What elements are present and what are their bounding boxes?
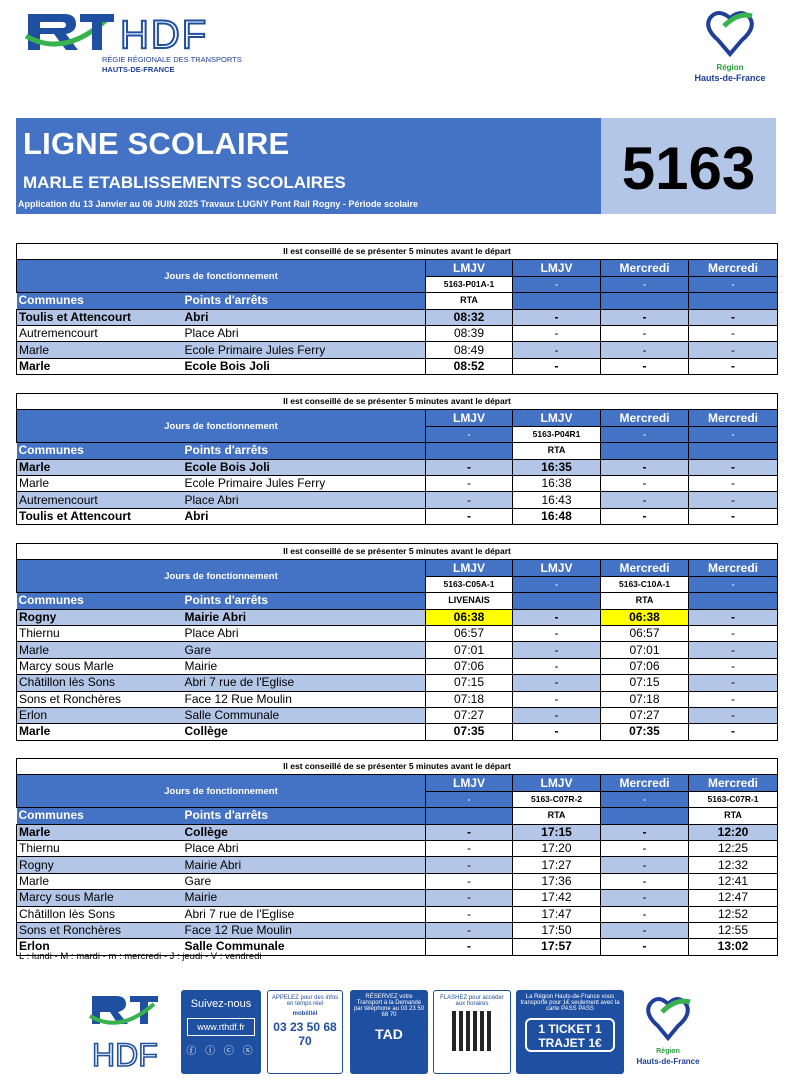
stop-cell: Mairie Abri bbox=[183, 857, 426, 873]
communes-header: Communes bbox=[17, 593, 183, 609]
stop-cell: Collège bbox=[183, 724, 426, 740]
service-code: - bbox=[689, 576, 778, 592]
table-row bbox=[17, 342, 778, 358]
time-cell: 06:57 bbox=[426, 625, 513, 641]
time-cell: 17:27 bbox=[513, 857, 601, 873]
operator-tag bbox=[513, 293, 601, 309]
service-code: - bbox=[601, 426, 689, 442]
commune-cell: Rogny bbox=[17, 609, 183, 625]
table-row bbox=[17, 492, 778, 508]
ticket-badge: 1 TICKET 1 TRAJET 1€ bbox=[525, 1018, 615, 1052]
time-cell: - bbox=[513, 358, 601, 374]
day-legend: L : lundi - M : mardi - m : mercredi - J : jeudi - V : vendredi bbox=[19, 951, 262, 962]
time-cell: - bbox=[601, 459, 689, 475]
operator-tag bbox=[689, 593, 778, 609]
time-cell: - bbox=[513, 309, 601, 325]
stop-cell: Gare bbox=[183, 642, 426, 658]
mobilitel-label: mobilitél bbox=[292, 1011, 318, 1017]
timetable-2 bbox=[16, 393, 778, 525]
footer-region-heart-icon bbox=[628, 990, 708, 1046]
table-row bbox=[17, 922, 778, 938]
commune-cell: Marle bbox=[17, 459, 183, 475]
table-row bbox=[17, 675, 778, 691]
time-cell: - bbox=[426, 475, 513, 491]
time-cell: 07:06 bbox=[601, 658, 689, 674]
stop-cell: Place Abri bbox=[183, 492, 426, 508]
stop-cell: Face 12 Rue Moulin bbox=[183, 922, 426, 938]
commune-cell: Toulis et Attencourt bbox=[17, 508, 183, 524]
day-header: LMJV bbox=[426, 560, 513, 576]
operator-tag: RTA bbox=[513, 808, 601, 824]
time-cell: - bbox=[689, 675, 778, 691]
time-cell: 16:43 bbox=[513, 492, 601, 508]
operator-tag bbox=[513, 593, 601, 609]
stop-cell: Salle Communale bbox=[183, 939, 426, 955]
table-row bbox=[17, 325, 778, 341]
table-row bbox=[17, 658, 778, 674]
time-cell: 12:47 bbox=[689, 890, 778, 906]
commune-cell: Marle bbox=[17, 342, 183, 358]
time-cell: 06:38 bbox=[426, 609, 513, 625]
commune-cell: Marcy sous Marle bbox=[17, 658, 183, 674]
time-cell: - bbox=[601, 906, 689, 922]
time-cell: - bbox=[689, 707, 778, 723]
day-header: Mercredi bbox=[689, 775, 778, 791]
table-row bbox=[17, 642, 778, 658]
day-header: Mercredi bbox=[689, 410, 778, 426]
table-row bbox=[17, 840, 778, 856]
jours-header: Jours de fonctionnement bbox=[17, 560, 426, 593]
commune-cell: Toulis et Attencourt bbox=[17, 309, 183, 325]
day-header: Mercredi bbox=[601, 260, 689, 276]
time-cell: - bbox=[513, 675, 601, 691]
commune-cell: Erlon bbox=[17, 707, 183, 723]
operator-tag bbox=[601, 443, 689, 459]
tad-logo: TAD bbox=[375, 1026, 403, 1042]
commune-cell: Marle bbox=[17, 475, 183, 491]
communes-header: Communes bbox=[17, 293, 183, 309]
service-code: 5163-C07R-2 bbox=[513, 791, 601, 807]
stop-cell: Face 12 Rue Moulin bbox=[183, 691, 426, 707]
time-cell: 12:41 bbox=[689, 873, 778, 889]
table-row bbox=[17, 625, 778, 641]
time-cell: 16:35 bbox=[513, 459, 601, 475]
time-cell: - bbox=[513, 342, 601, 358]
time-cell: - bbox=[689, 724, 778, 740]
mobilitel-phone[interactable]: 03 23 50 68 70 bbox=[273, 1020, 337, 1048]
communes-header: Communes bbox=[17, 808, 183, 824]
timetable-3 bbox=[16, 543, 778, 741]
time-cell: - bbox=[513, 642, 601, 658]
stop-cell: Place Abri bbox=[183, 625, 426, 641]
commune-cell: Autremencourt bbox=[17, 492, 183, 508]
time-cell: - bbox=[601, 890, 689, 906]
social-icons[interactable]: ⓕ ⓘ ⓒ ⓧ bbox=[186, 1046, 256, 1057]
time-cell: - bbox=[426, 890, 513, 906]
time-cell: - bbox=[426, 922, 513, 938]
time-cell: - bbox=[601, 325, 689, 341]
stop-cell: Ecole Primaire Jules Ferry bbox=[183, 475, 426, 491]
time-cell: - bbox=[426, 824, 513, 840]
commune-cell: Marle bbox=[17, 724, 183, 740]
time-cell: 17:15 bbox=[513, 824, 601, 840]
time-cell: 16:38 bbox=[513, 475, 601, 491]
time-cell: 07:27 bbox=[426, 707, 513, 723]
time-cell: 08:39 bbox=[426, 325, 513, 341]
commune-cell: Sons et Ronchères bbox=[17, 691, 183, 707]
time-cell: - bbox=[689, 658, 778, 674]
time-cell: 08:49 bbox=[426, 342, 513, 358]
operator-tag bbox=[601, 808, 689, 824]
stop-cell: Ecole Bois Joli bbox=[183, 358, 426, 374]
operator-tag: RTA bbox=[513, 443, 601, 459]
rthdf-logo-line2: HAUTS-DE-FRANCE bbox=[102, 65, 175, 74]
table-row bbox=[17, 906, 778, 922]
time-cell: 07:15 bbox=[601, 675, 689, 691]
table-row bbox=[17, 609, 778, 625]
time-cell: - bbox=[513, 325, 601, 341]
time-cell: - bbox=[426, 939, 513, 955]
time-cell: 07:18 bbox=[426, 691, 513, 707]
time-cell: 07:18 bbox=[601, 691, 689, 707]
time-cell: - bbox=[601, 873, 689, 889]
timetable-4 bbox=[16, 758, 778, 956]
stop-cell: Mairie Abri bbox=[183, 609, 426, 625]
stop-cell: Ecole Primaire Jules Ferry bbox=[183, 342, 426, 358]
mobilitel-panel bbox=[267, 990, 343, 1074]
page-title: LIGNE SCOLAIRE bbox=[23, 126, 290, 161]
time-cell: 08:32 bbox=[426, 309, 513, 325]
day-header: LMJV bbox=[513, 410, 601, 426]
time-cell: 12:52 bbox=[689, 906, 778, 922]
stop-cell: Abri 7 rue de l'Eglise bbox=[183, 906, 426, 922]
region-logo bbox=[680, 4, 780, 86]
time-cell: - bbox=[689, 642, 778, 658]
table-row bbox=[17, 459, 778, 475]
flashez-text: FLASHEZ pour accéder aux horaires bbox=[440, 995, 504, 1007]
follow-us-label: Suivez-nous bbox=[190, 998, 252, 1010]
service-code: - bbox=[601, 276, 689, 292]
region-logo-line1: Région bbox=[716, 63, 744, 72]
table-row bbox=[17, 857, 778, 873]
departure-notice: Il est conseillé de se présenter 5 minutes avant le départ bbox=[17, 394, 778, 410]
day-header: LMJV bbox=[426, 260, 513, 276]
time-cell: - bbox=[601, 939, 689, 955]
time-cell: - bbox=[601, 824, 689, 840]
time-cell: 07:06 bbox=[426, 658, 513, 674]
service-code: 5163-P01A-1 bbox=[426, 276, 513, 292]
qr-panel bbox=[433, 990, 511, 1074]
table-row bbox=[17, 475, 778, 491]
qr-code-icon[interactable] bbox=[452, 1011, 492, 1051]
tad-panel bbox=[350, 990, 428, 1074]
service-code: - bbox=[513, 576, 601, 592]
time-cell: - bbox=[689, 325, 778, 341]
time-cell: - bbox=[601, 840, 689, 856]
page-subtitle: MARLE ETABLISSEMENTS SCOLAIRES bbox=[23, 173, 346, 192]
time-cell: - bbox=[426, 492, 513, 508]
time-cell: - bbox=[426, 857, 513, 873]
operator-tag: RTA bbox=[426, 293, 513, 309]
time-cell: - bbox=[601, 508, 689, 524]
service-code: - bbox=[426, 426, 513, 442]
departure-notice: Il est conseillé de se présenter 5 minutes avant le départ bbox=[17, 544, 778, 560]
time-cell: 17:47 bbox=[513, 906, 601, 922]
table-row bbox=[17, 508, 778, 524]
commune-cell: Rogny bbox=[17, 857, 183, 873]
table-row bbox=[17, 309, 778, 325]
time-cell: 06:38 bbox=[601, 609, 689, 625]
points-header: Points d'arrêts bbox=[183, 293, 426, 309]
commune-cell: Marle bbox=[17, 358, 183, 374]
time-cell: 17:50 bbox=[513, 922, 601, 938]
jours-header: Jours de fonctionnement bbox=[17, 775, 426, 808]
service-code: 5163-P04R1 bbox=[513, 426, 601, 442]
stop-cell: Collège bbox=[183, 824, 426, 840]
day-header: LMJV bbox=[426, 410, 513, 426]
website-link[interactable]: www.rthdf.fr bbox=[187, 1018, 255, 1036]
operator-tag bbox=[426, 808, 513, 824]
stop-cell: Mairie bbox=[183, 658, 426, 674]
table-row bbox=[17, 824, 778, 840]
table-row bbox=[17, 707, 778, 723]
stop-cell: Place Abri bbox=[183, 840, 426, 856]
time-cell: 17:36 bbox=[513, 873, 601, 889]
time-cell: 17:42 bbox=[513, 890, 601, 906]
time-cell: 12:25 bbox=[689, 840, 778, 856]
time-cell: - bbox=[513, 658, 601, 674]
region-logo-line2: Hauts-de-France bbox=[694, 73, 766, 83]
time-cell: - bbox=[601, 922, 689, 938]
time-cell: 07:35 bbox=[426, 724, 513, 740]
time-cell: - bbox=[601, 342, 689, 358]
departure-notice: Il est conseillé de se présenter 5 minutes avant le départ bbox=[17, 244, 778, 260]
stop-cell: Mairie bbox=[183, 890, 426, 906]
time-cell: 07:27 bbox=[601, 707, 689, 723]
reservez-text: RÉSERVEZ votre Transport à la Demande par téléphone au 03 23 50 68 70 bbox=[353, 994, 425, 1018]
follow-us-panel[interactable] bbox=[181, 990, 261, 1074]
stop-cell: Abri bbox=[183, 309, 426, 325]
time-cell: - bbox=[689, 309, 778, 325]
time-cell: - bbox=[689, 358, 778, 374]
operator-tag: LIVENAIS bbox=[426, 593, 513, 609]
day-header: LMJV bbox=[426, 775, 513, 791]
time-cell: - bbox=[689, 475, 778, 491]
time-cell: - bbox=[601, 358, 689, 374]
ticket-text: La Région Hauts-de-France vous transporte pour 1€ seulement avec la carte PASS PASS bbox=[520, 994, 620, 1012]
rthdf-logo-graphic bbox=[24, 6, 224, 54]
day-header: Mercredi bbox=[601, 560, 689, 576]
jours-header: Jours de fonctionnement bbox=[17, 410, 426, 443]
operator-tag bbox=[689, 443, 778, 459]
time-cell: - bbox=[689, 492, 778, 508]
day-header: LMJV bbox=[513, 560, 601, 576]
commune-cell: Thiernu bbox=[17, 625, 183, 641]
commune-cell: Autremencourt bbox=[17, 325, 183, 341]
svg-text:HDF: HDF bbox=[92, 1037, 158, 1073]
time-cell: 08:52 bbox=[426, 358, 513, 374]
time-cell: - bbox=[426, 459, 513, 475]
day-header: Mercredi bbox=[689, 560, 778, 576]
service-code: 5163-C07R-1 bbox=[689, 791, 778, 807]
commune-cell: Marcy sous Marle bbox=[17, 890, 183, 906]
footer-region-line1: Région bbox=[656, 1048, 680, 1055]
stop-cell: Gare bbox=[183, 873, 426, 889]
commune-cell: Marle bbox=[17, 824, 183, 840]
time-cell: 17:57 bbox=[513, 939, 601, 955]
day-header: Mercredi bbox=[601, 775, 689, 791]
commune-cell: Châtillon lès Sons bbox=[17, 675, 183, 691]
appel-text: APPELEZ pour des infos en temps réel bbox=[271, 995, 339, 1007]
stop-cell: Salle Communale bbox=[183, 707, 426, 723]
service-code: - bbox=[513, 276, 601, 292]
time-cell: - bbox=[689, 609, 778, 625]
time-cell: - bbox=[601, 475, 689, 491]
service-code: - bbox=[689, 426, 778, 442]
rthdf-logo bbox=[24, 6, 264, 76]
commune-cell: Erlon bbox=[17, 939, 183, 955]
operator-tag: RTA bbox=[601, 593, 689, 609]
points-header: Points d'arrêts bbox=[183, 808, 426, 824]
table-row bbox=[17, 873, 778, 889]
line-number-box bbox=[601, 118, 776, 214]
service-code: 5163-C10A-1 bbox=[601, 576, 689, 592]
title-banner bbox=[16, 118, 601, 214]
time-cell: 07:01 bbox=[426, 642, 513, 658]
time-cell: - bbox=[689, 625, 778, 641]
time-cell: - bbox=[426, 508, 513, 524]
points-header: Points d'arrêts bbox=[183, 443, 426, 459]
time-cell: - bbox=[513, 724, 601, 740]
region-heart-icon bbox=[680, 4, 780, 62]
footer-rthdf-logo bbox=[86, 990, 172, 1074]
footer-region-line2: Hauts-de-France bbox=[636, 1057, 700, 1066]
time-cell: 12:55 bbox=[689, 922, 778, 938]
service-code: - bbox=[426, 791, 513, 807]
table-row bbox=[17, 691, 778, 707]
time-cell: 07:35 bbox=[601, 724, 689, 740]
table-row bbox=[17, 358, 778, 374]
points-header: Points d'arrêts bbox=[183, 593, 426, 609]
ticket-panel bbox=[516, 990, 624, 1074]
time-cell: - bbox=[513, 707, 601, 723]
commune-cell: Marle bbox=[17, 873, 183, 889]
time-cell: 12:32 bbox=[689, 857, 778, 873]
commune-cell: Châtillon lès Sons bbox=[17, 906, 183, 922]
time-cell: - bbox=[689, 342, 778, 358]
stop-cell: Place Abri bbox=[183, 325, 426, 341]
time-cell: - bbox=[426, 873, 513, 889]
time-cell: - bbox=[601, 857, 689, 873]
jours-header: Jours de fonctionnement bbox=[17, 260, 426, 293]
time-cell: - bbox=[513, 609, 601, 625]
line-number: 5163 bbox=[621, 135, 756, 202]
footer-region-logo bbox=[628, 990, 708, 1074]
time-cell: 16:48 bbox=[513, 508, 601, 524]
commune-cell: Thiernu bbox=[17, 840, 183, 856]
day-header: LMJV bbox=[513, 775, 601, 791]
svg-text:HDF: HDF bbox=[120, 13, 209, 54]
table-row bbox=[17, 724, 778, 740]
application-period: Application du 13 Janvier au 06 JUIN 2025 Travaux LUGNY Pont Rail Rogny - Période scolaire bbox=[18, 199, 418, 209]
rthdf-logo-line1: RÉGIE RÉGIONALE DES TRANSPORTS bbox=[102, 55, 242, 64]
operator-tag bbox=[601, 293, 689, 309]
timetable-1 bbox=[16, 243, 778, 375]
time-cell: - bbox=[426, 906, 513, 922]
stop-cell: Abri bbox=[183, 508, 426, 524]
service-code: 5163-C05A-1 bbox=[426, 576, 513, 592]
commune-cell: Sons et Ronchères bbox=[17, 922, 183, 938]
footer-rthdf-logo-graphic bbox=[86, 990, 172, 1074]
commune-cell: Marle bbox=[17, 642, 183, 658]
time-cell: - bbox=[689, 508, 778, 524]
time-cell: - bbox=[689, 691, 778, 707]
operator-tag bbox=[426, 443, 513, 459]
service-code: - bbox=[601, 791, 689, 807]
day-header: Mercredi bbox=[601, 410, 689, 426]
stop-cell: Abri 7 rue de l'Eglise bbox=[183, 675, 426, 691]
table-row bbox=[17, 890, 778, 906]
time-cell: 06:57 bbox=[601, 625, 689, 641]
time-cell: - bbox=[513, 625, 601, 641]
time-cell: - bbox=[513, 691, 601, 707]
time-cell: - bbox=[601, 492, 689, 508]
time-cell: 13:02 bbox=[689, 939, 778, 955]
time-cell: - bbox=[601, 309, 689, 325]
time-cell: - bbox=[689, 459, 778, 475]
communes-header: Communes bbox=[17, 443, 183, 459]
departure-notice: Il est conseillé de se présenter 5 minutes avant le départ bbox=[17, 759, 778, 775]
day-header: LMJV bbox=[513, 260, 601, 276]
time-cell: 07:15 bbox=[426, 675, 513, 691]
stop-cell: Ecole Bois Joli bbox=[183, 459, 426, 475]
time-cell: 12:20 bbox=[689, 824, 778, 840]
day-header: Mercredi bbox=[689, 260, 778, 276]
time-cell: - bbox=[426, 840, 513, 856]
operator-tag: RTA bbox=[689, 808, 778, 824]
operator-tag bbox=[689, 293, 778, 309]
service-code: - bbox=[689, 276, 778, 292]
time-cell: 07:01 bbox=[601, 642, 689, 658]
time-cell: 17:20 bbox=[513, 840, 601, 856]
